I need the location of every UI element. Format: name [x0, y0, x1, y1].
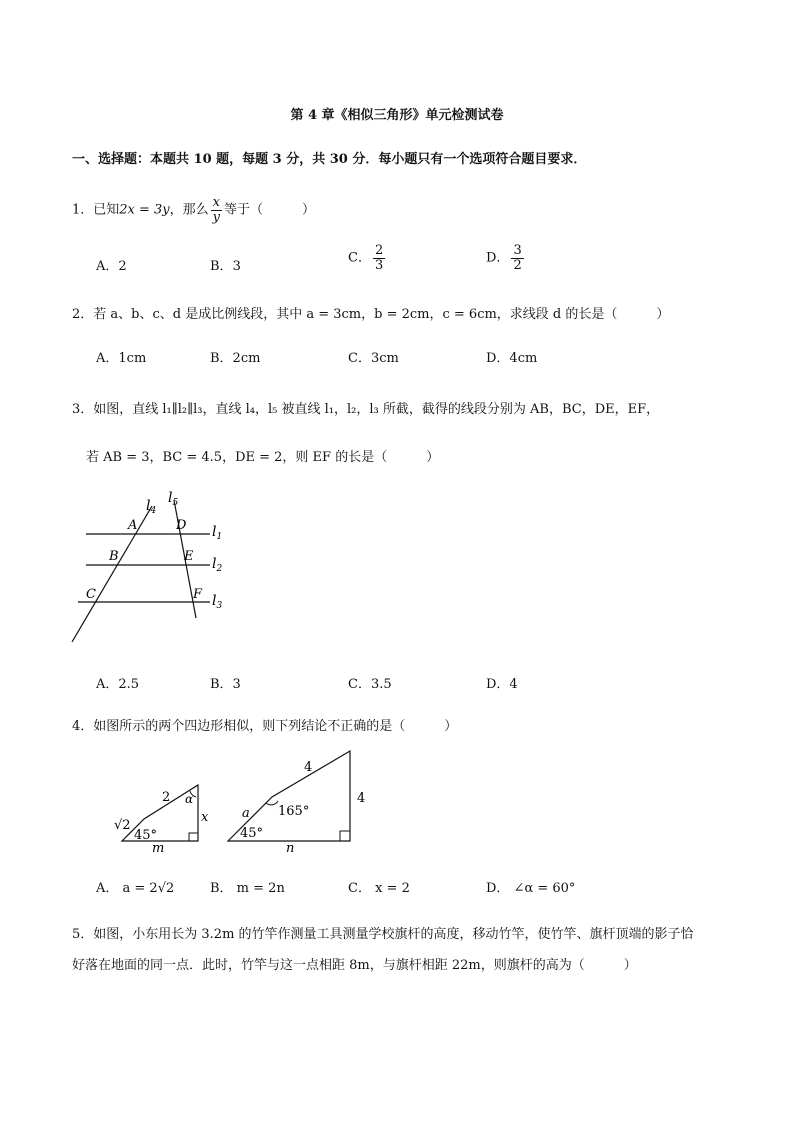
- q2-option-b: B．2cm: [210, 351, 261, 366]
- q2-option-a: A．1cm: [96, 351, 147, 366]
- point-f-label: F: [193, 587, 203, 602]
- small-x-label: x: [201, 810, 209, 825]
- q4-option-d: D． ∠α = 60°: [486, 881, 576, 896]
- question-4: 4．如图所示的两个四边形相似，则下列结论不正确的是（ ）: [72, 719, 458, 734]
- label-l5: $l_5$: [168, 490, 179, 508]
- q1-option-b-value: 3: [232, 259, 241, 274]
- q1-option-c: [348, 244, 387, 272]
- point-a-label: A: [128, 518, 138, 533]
- q4-quadrilaterals-figure: [100, 745, 380, 857]
- q1-option-d-label: D．: [486, 250, 510, 266]
- small-45-label: 45°: [134, 828, 158, 843]
- large-45-label: 45°: [240, 826, 264, 841]
- q1-option-b-label: B．: [210, 259, 233, 274]
- q1-frac-den: y: [212, 209, 221, 225]
- q1-option-c-den: 3: [374, 257, 384, 273]
- large-n-label: n: [286, 841, 295, 856]
- q1-option-c-label: C．: [348, 250, 371, 266]
- question-3-line-1: 3．如图，直线 l₁∥l₂∥l₃，直线 l₄，l₅ 被直线 l₁，l₂，l₃ 所截，截得的线段分别为 AB，BC，DE，EF，: [72, 402, 660, 417]
- q4-option-c: C． x = 2: [348, 881, 410, 896]
- point-c-label: C: [86, 587, 96, 602]
- small-right-angle-mark: [189, 833, 198, 841]
- q3-option-c: C．3.5: [348, 677, 392, 692]
- question-5-line-2: 好落在地面的同一点．此时，竹竿与这一点相距 8m，与旗杆相距 22m，则旗杆的高为（ ）: [72, 958, 637, 973]
- small-top-side-label: 2: [162, 790, 171, 805]
- q3-option-d: D．4: [486, 677, 518, 692]
- q1-fraction: [211, 196, 222, 224]
- q1-option-c-num: 2: [374, 243, 384, 258]
- q1-option-d-fraction: [511, 244, 523, 272]
- q3-option-b: B．3: [210, 677, 241, 692]
- point-d-label: D: [176, 518, 187, 533]
- small-m-label: m: [152, 841, 165, 856]
- q1-option-d-num: 3: [513, 243, 522, 258]
- q1-mid: ，那么: [169, 202, 209, 218]
- q2-option-d: D．4cm: [486, 351, 538, 366]
- q1-frac-num: x: [212, 195, 221, 210]
- sqrt2-label: √2: [114, 818, 131, 833]
- line-l4: [72, 506, 152, 642]
- q1-option-b: [210, 255, 241, 274]
- label-l2: $l_2$: [212, 556, 223, 574]
- large-right-angle-mark: [340, 831, 350, 841]
- q3-option-a: A．2.5: [96, 677, 140, 692]
- question-3-line-2: 若 AB = 3，BC = 4.5，DE = 2，则 EF 的长是（ ）: [86, 450, 440, 465]
- q4-option-a: A． a = 2√2: [96, 881, 175, 896]
- point-e-label: E: [184, 549, 194, 564]
- angle-165-label: 165°: [278, 804, 310, 819]
- label-l1: $l_1$: [212, 524, 223, 542]
- section-heading: 一、选择题：本题共 10 题，每题 3 分，共 30 分．每小题只有一个选项符合题目要求．: [72, 152, 587, 167]
- question-1: [72, 196, 315, 224]
- q4-option-b: B． m = 2n: [210, 881, 285, 896]
- question-2: 2．若 a、b、c、d 是成比例线段，其中 a = 3cm，b = 2cm，c = 6cm，求线段 d 的长是（ ）: [72, 307, 670, 322]
- q1-prefix: 1．已知: [72, 202, 120, 218]
- q1-option-a: A．2: [96, 259, 127, 274]
- label-l3: $l_3$: [212, 593, 223, 611]
- large-right-side-label: 4: [357, 791, 366, 806]
- q1-suffix: 等于（ ）: [224, 202, 316, 218]
- q3-parallel-lines-figure: [60, 488, 260, 650]
- q2-option-c: C．3cm: [348, 351, 399, 366]
- q1-option-d-den: 2: [513, 257, 522, 273]
- point-b-label: B: [109, 549, 119, 564]
- q1-option-d: [486, 244, 526, 272]
- large-a-label: a: [242, 806, 250, 821]
- question-5-line-1: 5．如图，小东用长为 3.2m 的竹竿作测量工具测量学校旗杆的高度，移动竹竿，使竹竿、旗杆顶端的影子恰: [72, 927, 694, 942]
- q1-option-c-fraction: [373, 244, 385, 272]
- page-title: 第 4 章《相似三角形》单元检测试卷: [290, 108, 504, 123]
- large-top-side-label: 4: [304, 760, 313, 775]
- label-l4: $l_4$: [146, 498, 157, 516]
- alpha-label: α: [185, 792, 194, 806]
- q1-equation: 2x = 3y: [119, 202, 170, 218]
